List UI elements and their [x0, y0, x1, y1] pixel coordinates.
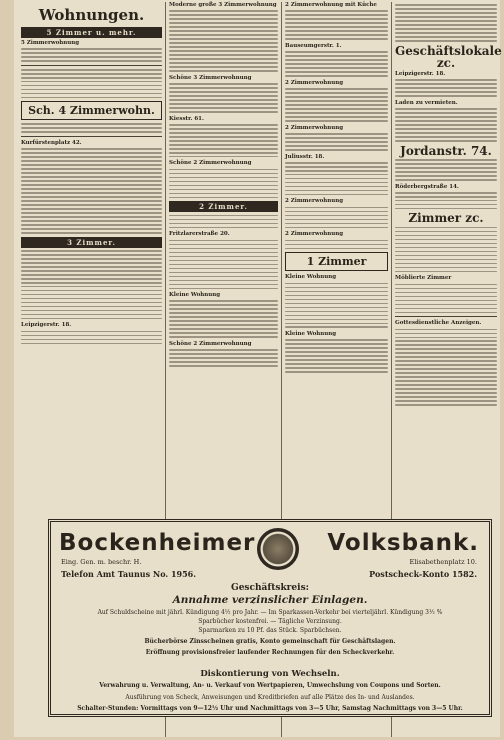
section-2-zimmer: 2 Zimmer.: [169, 201, 278, 212]
listing: [21, 40, 162, 62]
listing: [285, 231, 388, 249]
bank-name-left: Bockenheimer: [59, 530, 256, 556]
bank-postcheck: Postscheck-Konto 1582.: [369, 569, 477, 579]
bank-text-line: Sparmarken zu 10 Pf. das Stück. Sparbüchsen.: [198, 627, 342, 634]
listing-title: 2 Zimmerwohnung: [285, 124, 344, 131]
listing-title: Gottesdienstliche Anzeigen.: [395, 320, 482, 327]
listing: [395, 320, 497, 406]
bank-text-line: Verwahrung u. Verwaltung, An- u. Verkauf von Wertpapieren, Umwechslung von Coupons und Sorten.: [99, 682, 441, 689]
section-heading-wohnungen: Wohnungen.: [38, 6, 145, 24]
listing: [169, 292, 278, 338]
listing: [169, 116, 278, 158]
listing-title: 2 Zimmerwohnung: [285, 231, 344, 238]
boxed-heading: Jordanstr. 74.: [400, 143, 492, 158]
listing-title: Laden zu vermieten.: [395, 99, 458, 106]
listing-title: Leipzigerstr. 18.: [395, 70, 446, 77]
section-5-zimmer: 5 Zimmer u. mehr.: [21, 27, 162, 38]
listing-title: Kleine Wohnung: [285, 331, 337, 338]
section-1-zimmer: 1 Zimmer: [285, 252, 388, 271]
listing-title: Kleine Wohnung: [169, 292, 221, 299]
listing: [285, 43, 388, 77]
listing: [169, 75, 278, 113]
listing: [285, 125, 388, 151]
listing: [169, 160, 278, 198]
listing-title: Fritzlarerstraße 20.: [169, 231, 230, 238]
bank-text-line: Ausführung von Scheck, Anweisungen und Kreditbriefen auf alle Plätze des In- und Auslandes.: [125, 694, 415, 701]
listing-title: Kurfürstenplatz 42.: [21, 139, 82, 146]
bank-scope-heading: Geschäftskreis:: [231, 583, 309, 593]
listing: [169, 231, 278, 289]
bank-registration: Eing. Gen. m. beschr. H.: [61, 558, 142, 566]
listing-title: Leipzigerstr. 18.: [21, 322, 72, 329]
listing: [285, 274, 388, 328]
bank-discount: Diskontierung von Wechseln.: [200, 669, 340, 679]
section-3-zimmer: 3 Zimmer.: [21, 237, 162, 248]
listing: [285, 80, 388, 122]
listing-title: Bauseumgerstr. 1.: [285, 42, 342, 49]
listing: [395, 184, 497, 210]
listing: [169, 2, 278, 72]
section-heading-geschaeftslokale: Geschäftslokale zc.: [395, 43, 502, 70]
bank-text-line: Eröffnung provisionsfreier laufender Rechnungen für den Scheckverkehr.: [145, 649, 395, 656]
listing: [395, 100, 497, 142]
listing-title: Schöne 2 Zimmerwohnung: [169, 160, 252, 167]
bank-text-line: Auf Schuldscheine mit jährl. Kündigung 4½ pro Jahr. — Im Sparkassen-Verkehr bei vierteljährl. Kündigung 3½ %: [97, 609, 443, 616]
listing-title: Juliusstr. 18.: [285, 153, 325, 160]
listing: [285, 154, 388, 196]
bank-text-line: Bücherbörse Zinsscheinen gratis, Konto gemeinschaft für Geschäftslagen.: [144, 638, 396, 645]
bank-seal-emblem: [257, 528, 299, 570]
listing: [285, 331, 388, 373]
bank-announcement: Annahme verzinslicher Einlagen.: [172, 594, 368, 606]
bank-advertisement: [48, 519, 492, 717]
section-heading-zimmer: Zimmer zc.: [408, 211, 484, 226]
listing-title: Moderne große 3 Zimmerwohnung: [169, 2, 277, 8]
listing-title: Röderbergstraße 14.: [395, 183, 459, 190]
listing-title: Kiesstr. 61.: [169, 115, 204, 122]
listing-title: Schöne 2 Zimmerwohnung: [169, 340, 252, 347]
listing: [395, 71, 497, 97]
listing-title: 2 Zimmerwohnung mit Küche: [285, 2, 377, 8]
listing: [21, 322, 162, 344]
listing: [285, 2, 388, 40]
listing: [395, 275, 497, 313]
listing-title: Schöne 3 Zimmerwohnung: [169, 74, 252, 81]
listing: [21, 140, 162, 234]
boxed-heading: Sch. 4 Zimmerwohn.: [21, 101, 162, 120]
listing-title: Kleine Wohnung: [285, 274, 337, 281]
listing-title: 5 Zimmerwohnung: [21, 40, 80, 46]
bank-telephone: Telefon Amt Taunus No. 1956.: [61, 569, 197, 579]
bank-address: Elisabethenplatz 10.: [409, 558, 477, 566]
listing-title: 2 Zimmerwohnung: [285, 198, 344, 205]
bank-name-right: Volksbank.: [327, 530, 479, 556]
listing-title: 2 Zimmerwohnung: [285, 79, 344, 86]
listing: [285, 198, 388, 228]
listing-title: Möblierte Zimmer: [395, 275, 452, 282]
bank-text-line: Schalter-Stunden: Vormittags von 9—12½ Uhr und Nachmittags von 3—5 Uhr, Samstag Nachmittags von 3—5 Uhr.: [77, 705, 463, 712]
listing: [169, 341, 278, 367]
bank-text-line: Sparbücher kostenfrei. — Tägliche Verzinsung.: [198, 618, 342, 625]
